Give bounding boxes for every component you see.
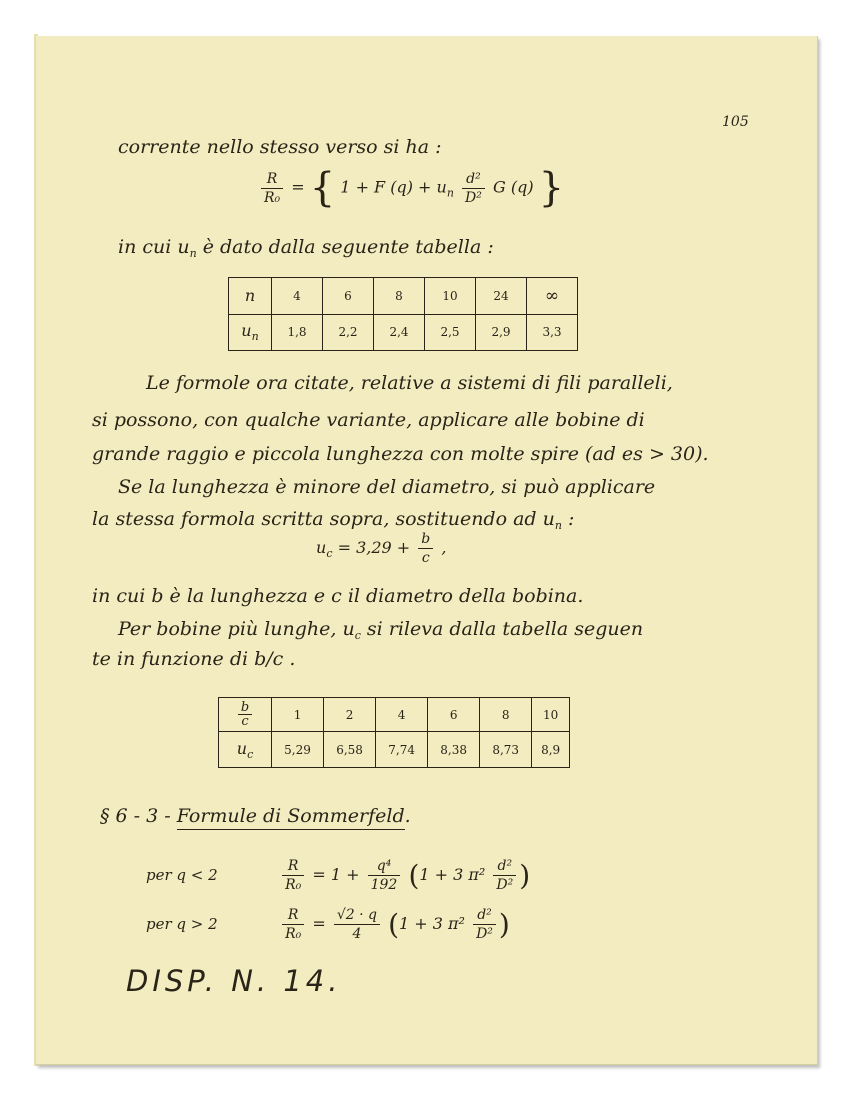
table-uc-header-cell: 4 [376,698,428,732]
table-uc-cell: 8,73 [480,732,532,768]
dispensa-label: DISP. N. 14. [126,964,342,998]
table-uc-header-cell: 10 [532,698,570,732]
table-un-header-cell: ∞ [527,278,578,315]
table-un-cell: 2,5 [425,314,476,351]
paragraph-line-5: la stessa formola scritta sopra, sostituendo ad $u_n$ : [92,508,575,532]
formula-large-q: per q > 2 $\frac{R}{\text{R₀}}$ = $\frac{√2 \cdot q}{4}$ (1 + 3 π² $\frac{\text{d²}}{\text{D²}}$ ) [146,907,510,942]
table-un-row-label: $u_n$ [229,314,272,351]
table-un-header-cell: 4 [272,278,323,315]
table-un-header-cell: 6 [323,278,374,315]
table-un-cell: 1,8 [272,314,323,351]
table-uc-cell: 5,29 [272,732,324,768]
table-uc-cell: 7,74 [376,732,428,768]
table-uc-row-label: $u_c$ [219,732,272,768]
table-un-header-cell: 10 [425,278,476,315]
equation-resistance-ratio: $\frac{R}{\text{R₀}}$ = { 1 + F $(q) + u_n$ $\frac{\text{d²}}{\text{D²}}$ G (q) } [258,168,564,208]
table-uc-cell: 6,58 [324,732,376,768]
right-brace: } [538,165,565,211]
table-uc-header-cell: 8 [480,698,532,732]
table-un [228,277,578,351]
paragraph-line-3: grande raggio e piccola lunghezza con molte spire (ad es > 30). [92,443,709,465]
formula-small-q: per q < 2 $\frac{R}{\text{R₀}}$ = 1 + $\frac{\text{q⁴}}{192}$ (1 + 3 π² $\frac{\text{d²}}{\text{D²}}$ ) [146,858,531,893]
table-un-cell: 2,9 [476,314,527,351]
text-line-1: corrente nello stesso verso si ha : [118,136,442,158]
table-uc-header-cell: 1 [272,698,324,732]
table-uc-header-cell: 2 [324,698,376,732]
left-brace: { [309,165,336,211]
equation-uc: $u_c = 3,29$ + $\frac{b}{c}$ , [316,531,447,566]
text-line-2: in cui $u_n$ è dato dalla seguente tabella : [118,236,494,260]
table-un-header-label: n [229,278,272,315]
fraction-b-c: $\frac{b}{c}$ [418,530,433,567]
paragraph-line-2: si possono, con qualche variante, applicare alle bobine di [92,409,645,431]
paragraph-line-7: Per bobine più lunghe, $u_c$ si rileva dalla tabella seguen [118,618,644,642]
paragraph-line-6: in cui b è la lunghezza e c il diametro della bobina. [92,585,584,607]
table-un-cell: 2,4 [374,314,425,351]
paragraph-line-1: Le formole ora citate, relative a sistemi di fili paralleli, [146,372,673,394]
section-title: Formule di Sommerfeld [177,805,405,830]
table-uc-header-label: b c [219,698,272,732]
condition-q-gt-2: per q > 2 [146,915,218,933]
table-uc-cell: 8,9 [532,732,570,768]
condition-q-lt-2: per q < 2 [146,866,218,884]
table-un-cell: 2,2 [323,314,374,351]
table-uc-cell: 8,38 [428,732,480,768]
table-un-header-cell: 8 [374,278,425,315]
paragraph-line-4: Se la lunghezza è minore del diametro, si può applicare [118,476,656,498]
table-un-cell: 3,3 [527,314,578,351]
table-uc-header-cell: 6 [428,698,480,732]
paragraph-line-8: te in funzione di b/c . [92,648,296,670]
page-number: 105 [722,114,749,130]
section-heading: § 6 - 3 - Formule di Sommerfeld. [100,805,411,827]
fraction-r-r0: $\frac{R}{\text{R₀}}$ [261,170,283,207]
fraction-d-D: $\frac{\text{d²}}{\text{D²}}$ [462,170,485,207]
table-un-header-cell: 24 [476,278,527,315]
table-uc [218,697,570,768]
